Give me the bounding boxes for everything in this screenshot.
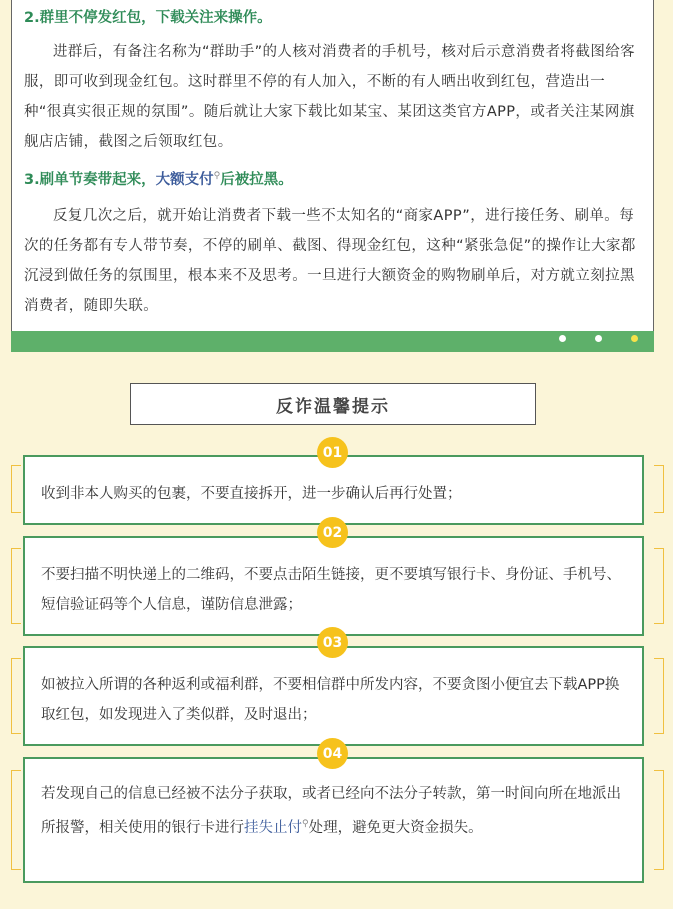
- section-3-title-link[interactable]: 大额支付: [155, 172, 214, 188]
- indicator-dot: [559, 335, 566, 342]
- section-2-title: 2.群里不停发红包，下载关注来操作。: [24, 10, 272, 26]
- tip-text: 收到非本人购买的包裹，不要直接拆开，进一步确认后再行处置；: [41, 486, 462, 502]
- section-3-body: 反复几次之后，就开始让消费者下载一些不太知名的“商家APP”，进行接任务、刷单。每次的任务都有专人带节奏，不停的刷单、截图、得现金红包，这种“紧张急促”的操作让大家都沉浸到做任务的氛围里，根本来不及思考。一旦进行大额资金的购物刷单后，对方就立刻拉黑消费者，随即失联。: [24, 208, 636, 314]
- tip-card-4: [23, 757, 644, 883]
- bracket-decoration: [11, 548, 21, 624]
- tip-text-part1: 若发现自己的信息已经被不法分子获取，或者已经向不法分子转款，第一时间向所在地派出所报警，相关使用的银行卡进行: [41, 786, 621, 836]
- card-footer-band: [11, 331, 654, 352]
- tip-number-badge: 01: [317, 437, 348, 468]
- bracket-decoration: [654, 658, 664, 734]
- tip-number-badge: 03: [317, 627, 348, 658]
- bracket-decoration: [11, 465, 21, 513]
- tip-text: 如被拉入所谓的各种返利或福利群，不要相信群中所发内容，不要贪图小便宜去下载APP换取红包，如发现进入了类似群，及时退出；: [41, 677, 620, 723]
- indicator-dot-active: [631, 335, 638, 342]
- tip-number-badge: 04: [317, 738, 348, 769]
- tip-text: [41, 779, 631, 843]
- indicator-dot: [595, 335, 602, 342]
- bracket-decoration: [11, 770, 21, 870]
- tip-text: 不要扫描不明快递上的二维码，不要点击陌生链接，更不要填写银行卡、身份证、手机号、短信验证码等个人信息，谨防信息泄露；: [41, 567, 621, 613]
- search-icon: ⚲: [302, 819, 309, 829]
- tip-text-part2: 处理，避免更大资金损失。: [308, 819, 483, 836]
- bracket-decoration: [654, 770, 664, 870]
- section-3-title: [24, 168, 293, 189]
- report-loss-link[interactable]: 挂失止付: [244, 819, 302, 836]
- section-3-title-part3: 后被拉黑。: [220, 172, 293, 188]
- tip-card-2: [23, 536, 644, 636]
- section-2-body: 进群后，有备注名称为“群助手”的人核对消费者的手机号，核对后示意消费者将截图给客服，即可收到现金红包。这时群里不停的有人加入，不断的有人晒出收到红包，营造出一种“很真实很正规的氛围”。随后就让大家下载比如某宝、某团这类官方APP，或者关注某网旗舰店店铺，截图之后领取红包。: [24, 44, 636, 150]
- tip-card-3: [23, 646, 644, 746]
- section-3-title-part1: 3.刷单节奏带起来，: [24, 172, 156, 188]
- tip-number-badge: 02: [317, 517, 348, 548]
- bracket-decoration: [654, 465, 664, 513]
- bracket-decoration: [11, 658, 21, 734]
- tips-heading: 反诈温馨提示: [130, 383, 536, 425]
- bracket-decoration: [654, 548, 664, 624]
- search-icon: ⚲: [213, 171, 221, 182]
